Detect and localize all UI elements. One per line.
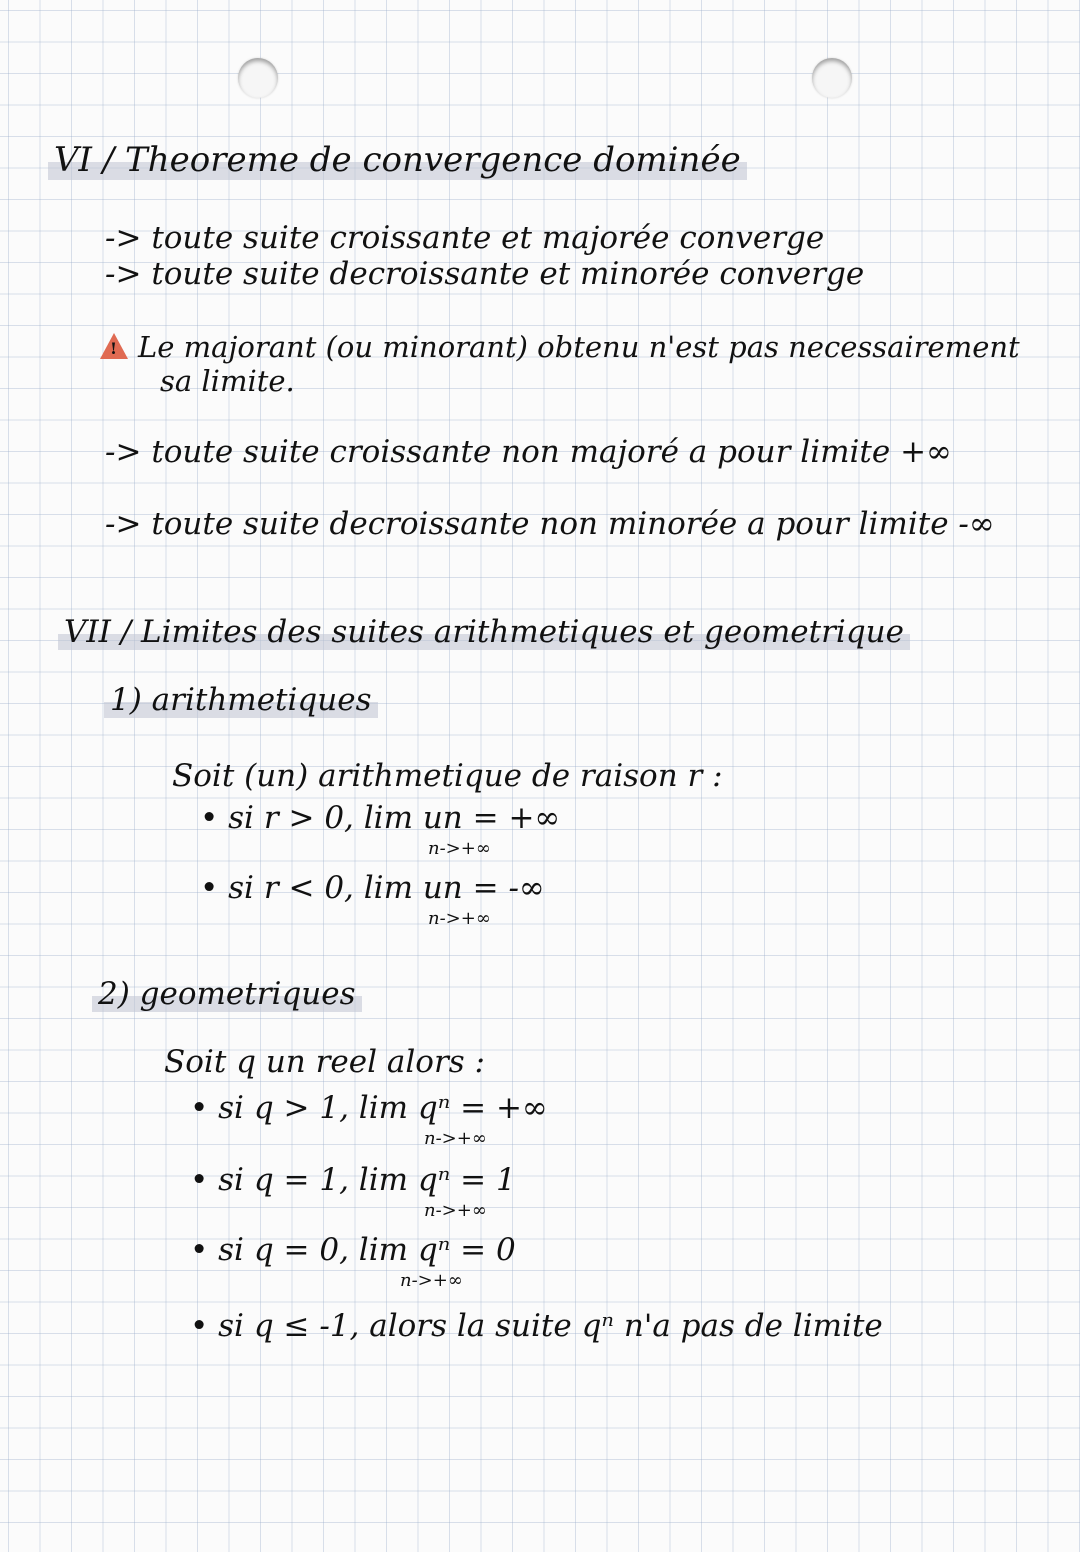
warning-note: !Le majorant (ou minorant) obtenu n'est pas necessairement	[100, 330, 1020, 364]
warning-note-cont: sa limite.	[160, 364, 295, 398]
subsection-2-title: 2) geometriques	[92, 976, 362, 1012]
geometric-intro: Soit q un reel alors :	[164, 1044, 485, 1080]
lim-subscript: n->+∞	[428, 838, 491, 859]
geometric-case-3: • si q = 0, lim qⁿ = 0	[190, 1232, 516, 1268]
rule-4: -> toute suite decroissante non minorée a pour limite -∞	[105, 506, 995, 542]
geometric-case-4: • si q ≤ -1, alors la suite qⁿ n'a pas de limite	[190, 1308, 883, 1344]
warning-icon	[100, 333, 128, 359]
arithmetic-intro: Soit (un) arithmetique de raison r :	[172, 758, 723, 794]
lim-subscript: n->+∞	[428, 908, 491, 929]
lim-subscript: n->+∞	[400, 1270, 463, 1291]
section-7-title: VII / Limites des suites arithmetiques et geometrique	[58, 614, 910, 650]
rule-2: -> toute suite decroissante et minorée converge	[105, 256, 865, 292]
section-6-title: VI / Theoreme de convergence dominée	[48, 140, 747, 180]
geometric-case-2: • si q = 1, lim qⁿ = 1	[190, 1162, 516, 1198]
arithmetic-case-2: • si r < 0, lim un = -∞	[200, 870, 545, 906]
binder-hole-right	[812, 58, 852, 98]
rule-3: -> toute suite croissante non majoré a pour limite +∞	[105, 434, 952, 470]
lim-subscript: n->+∞	[424, 1200, 487, 1221]
subsection-1-title: 1) arithmetiques	[104, 682, 378, 718]
rule-1: -> toute suite croissante et majorée converge	[105, 220, 825, 256]
binder-hole-left	[238, 58, 278, 98]
geometric-case-1: • si q > 1, lim qⁿ = +∞	[190, 1090, 548, 1126]
lim-subscript: n->+∞	[424, 1128, 487, 1149]
arithmetic-case-1: • si r > 0, lim un = +∞	[200, 800, 561, 836]
